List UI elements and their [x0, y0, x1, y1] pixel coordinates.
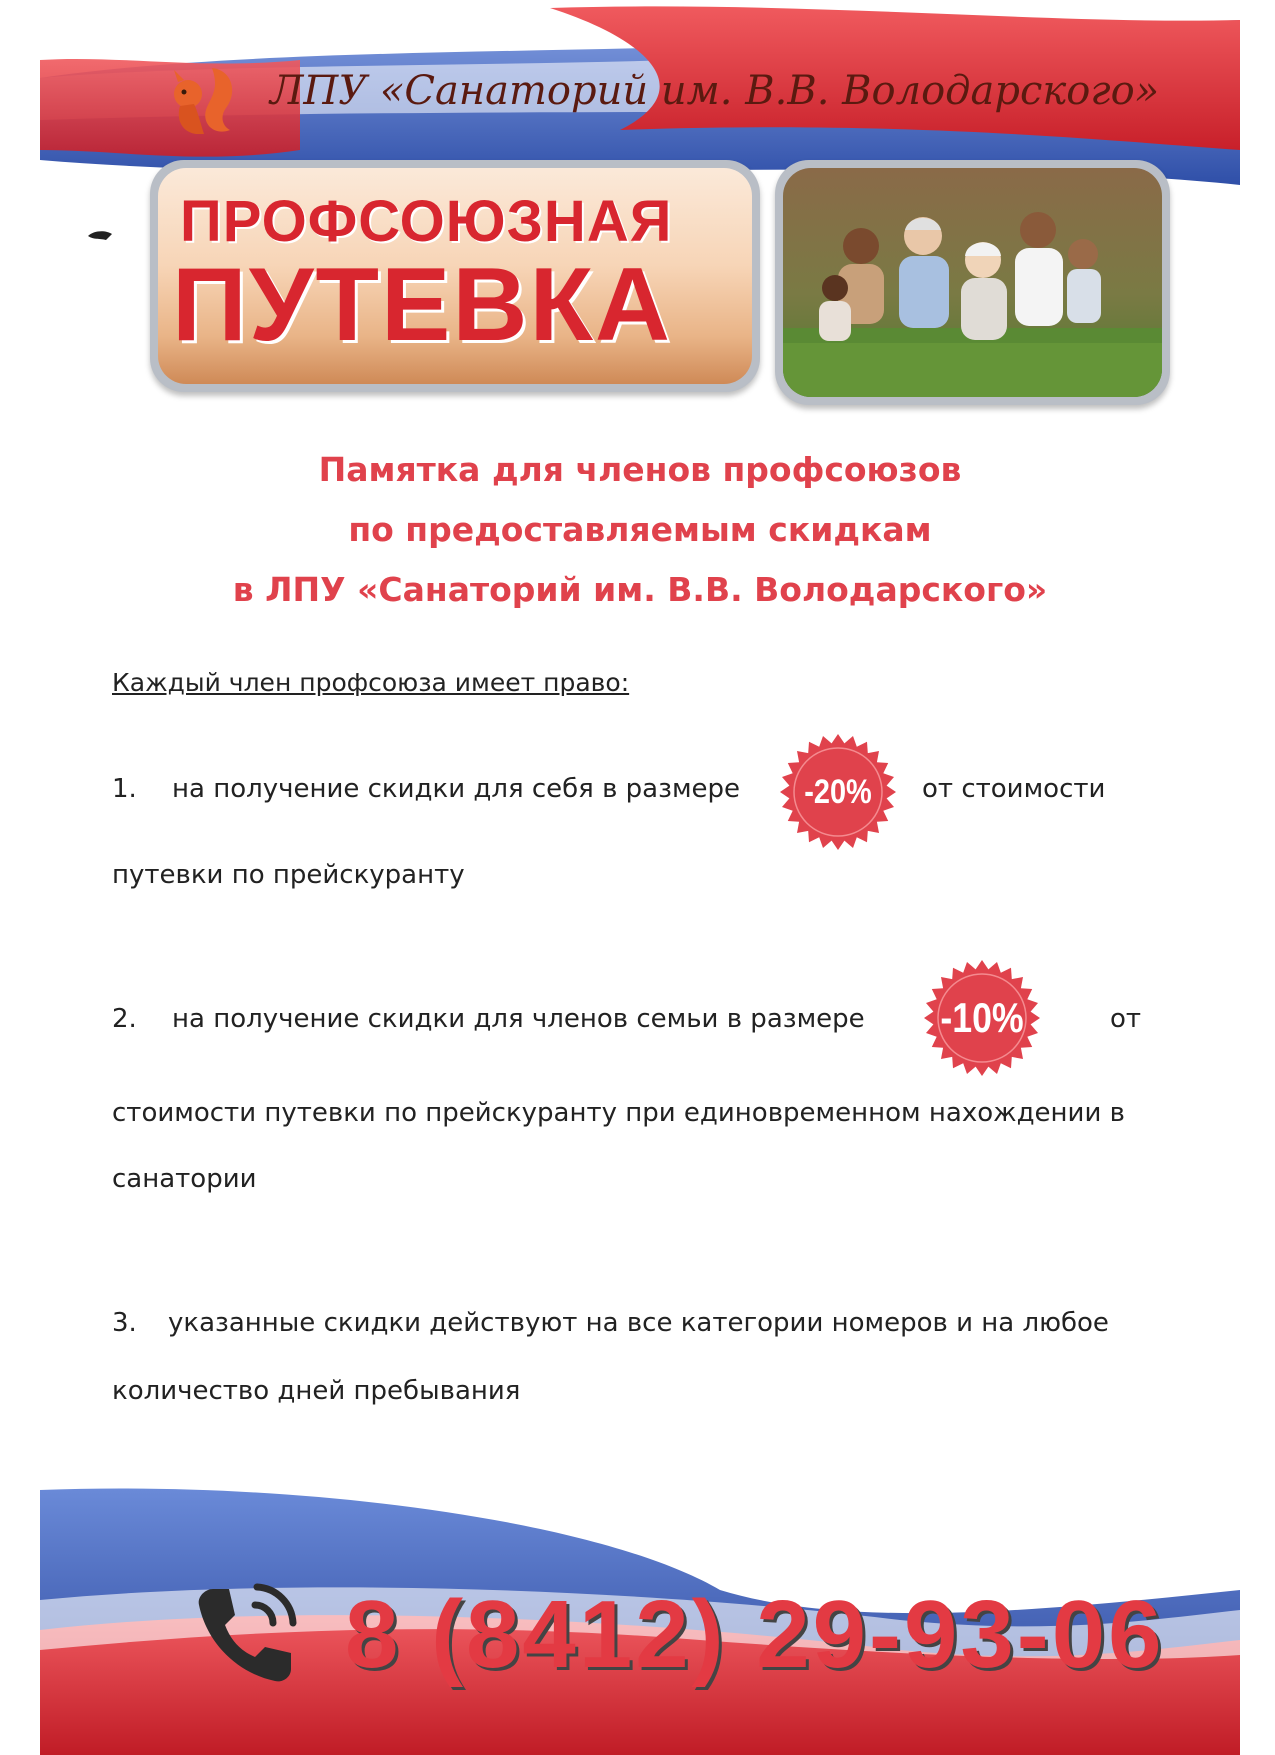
item-1-text-after: от стоимости — [922, 774, 1106, 804]
memo-heading-line1: Памятка для членов профсоюзов — [318, 450, 962, 489]
item-1-text: на получение скидки для себя в размере — [172, 774, 741, 804]
rights-title: Каждый член профсоюза имеет право: — [112, 668, 630, 697]
phone-icon — [185, 1575, 305, 1695]
item-3-continuation: количество дней пребывания — [112, 1376, 521, 1406]
banner-title-panel — [150, 160, 760, 392]
item-2-number: 2. — [112, 1004, 137, 1034]
item-2-text-after: от — [1110, 1004, 1142, 1034]
banner-photo-panel — [775, 160, 1170, 405]
banner-title-line1: ПРОФСОЮЗНАЯ — [180, 189, 673, 254]
family-photo — [783, 168, 1162, 397]
banner-title-background — [158, 168, 752, 384]
item-2-text: на получение скидки для членов семьи в размере — [172, 1004, 865, 1034]
discount-badge-20 — [778, 732, 898, 852]
memo-heading-line3: в ЛПУ «Санаторий им. В.В. Володарского» — [232, 570, 1048, 609]
memo-heading — [160, 440, 1120, 620]
discount-badge-10 — [922, 958, 1042, 1078]
banner-title-line2: ПУТЕВКА — [172, 247, 673, 363]
memo-heading-line2: по предоставляемым скидкам — [348, 510, 932, 549]
item-1-number: 1. — [112, 774, 137, 804]
item-3-number: 3. — [112, 1308, 137, 1338]
squirrel-logo-icon — [160, 60, 240, 140]
scan-artifact-mark — [88, 230, 112, 240]
phone-number: 8 (8412) 29-93-06 — [345, 1581, 1165, 1688]
family-photo-illustration — [783, 168, 1162, 397]
item-1-continuation: путевки по прейскуранту — [112, 860, 465, 890]
item-2-continuation-2: санатории — [112, 1164, 257, 1194]
discount-10-label: -10% — [940, 994, 1024, 1041]
org-name: ЛПУ «Санаторий им. В.В. Володарского» — [270, 68, 1160, 114]
item-3-text: указанные скидки действуют на все категории номеров и на любое — [168, 1308, 1109, 1338]
item-2-continuation-1: стоимости путевки по прейскуранту при единовременном нахождении в — [112, 1098, 1125, 1128]
discount-20-label: -20% — [804, 772, 872, 811]
